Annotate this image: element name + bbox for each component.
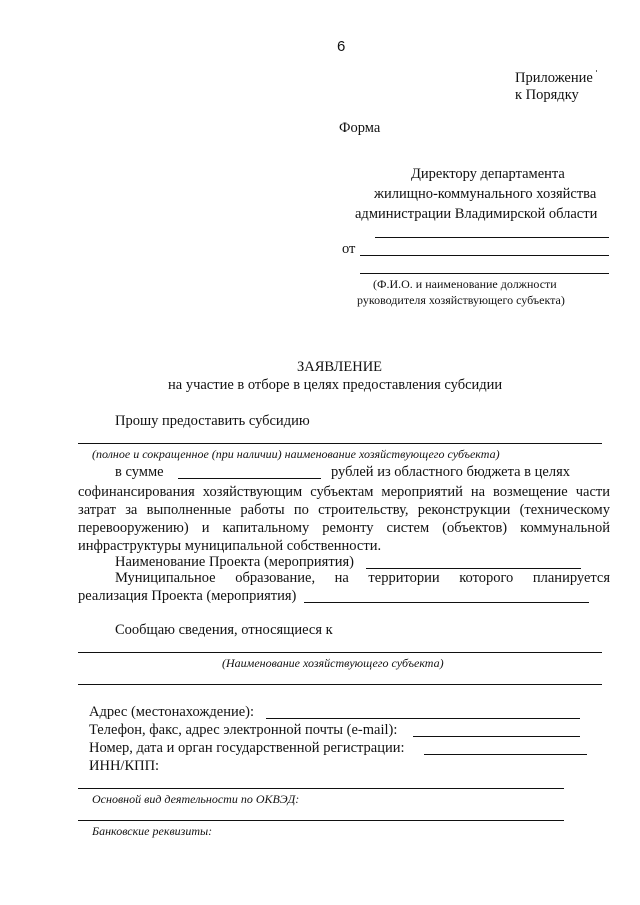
entity-name-field-2[interactable] — [78, 684, 602, 685]
document-subtitle: на участие в отборе в целях предоставления субсидии — [168, 377, 503, 393]
okved-field[interactable] — [78, 820, 564, 821]
body-line-3: перевооружению) и капитальному ремонту систем (объектов) коммунальной — [78, 520, 610, 536]
registration-label: Номер, дата и орган государственной регистрации: — [89, 740, 405, 756]
contacts-label: Телефон, факс, адрес электронной почты (e-mail): — [89, 722, 398, 738]
addressee-line-3: администрации Владимирской области — [355, 206, 598, 222]
sum-suffix: рублей из областного бюджета в целях — [331, 464, 570, 480]
body-line-4: инфраструктуры муниципальной собственности. — [78, 538, 382, 554]
appendix-line-1: Приложение — [515, 70, 593, 86]
from-fill-line-2 — [360, 273, 609, 274]
entity-caption: (Наименование хозяйствующего субъекта) — [222, 656, 444, 670]
page-number: 6 — [337, 38, 346, 55]
municipality-field[interactable] — [304, 602, 589, 603]
sum-field[interactable] — [178, 478, 321, 479]
project-name-field[interactable] — [366, 568, 581, 569]
inn-label: ИНН/КПП: — [89, 758, 160, 774]
body-line-2: затрат за выполненные работы по строительству, реконструкции (техническому — [78, 502, 610, 518]
addressee-line-1: Директору департамента — [411, 166, 565, 182]
body-line-1: софинансирования хозяйствующим субъектам мероприятий на возмещение части — [78, 484, 610, 500]
address-label: Адрес (местонахождение): — [89, 704, 255, 720]
address-field[interactable] — [266, 718, 580, 719]
okved-label: Основной вид деятельности по ОКВЭД: — [92, 792, 300, 806]
inn-field[interactable] — [78, 788, 564, 789]
project-name-label: Наименование Проекта (мероприятия) — [115, 554, 354, 570]
addressee-line-2: жилищно-коммунального хозяйства — [374, 186, 597, 202]
scan-speck — [596, 70, 597, 72]
entity-name-field[interactable] — [78, 652, 602, 653]
signature-line-1 — [375, 237, 609, 238]
from-caption-line-2: руководителя хозяйствующего субъекта) — [357, 293, 565, 307]
municipality-line: Муниципальное образование, на территории которого планируется — [115, 570, 610, 586]
from-caption-line-1: (Ф.И.О. и наименование должности — [373, 277, 557, 291]
form-label: Форма — [339, 120, 381, 136]
municipality-line-2: реализация Проекта (мероприятия) — [78, 588, 297, 604]
subject-caption: (полное и сокращенное (при наличии) наименование хозяйствующего субъекта) — [92, 447, 500, 461]
contacts-field[interactable] — [413, 736, 580, 737]
sum-prefix: в сумме — [115, 464, 164, 480]
request-line: Прошу предоставить субсидию — [115, 413, 310, 429]
from-label: от — [342, 241, 356, 257]
from-fill-line — [360, 255, 609, 256]
subject-name-field[interactable] — [78, 443, 602, 444]
document-title: ЗАЯВЛЕНИЕ — [297, 359, 383, 375]
appendix-line-2: к Порядку — [515, 87, 579, 103]
bank-details-label: Банковские реквизиты: — [92, 824, 213, 838]
info-intro: Сообщаю сведения, относящиеся к — [115, 622, 333, 638]
registration-field[interactable] — [424, 754, 587, 755]
